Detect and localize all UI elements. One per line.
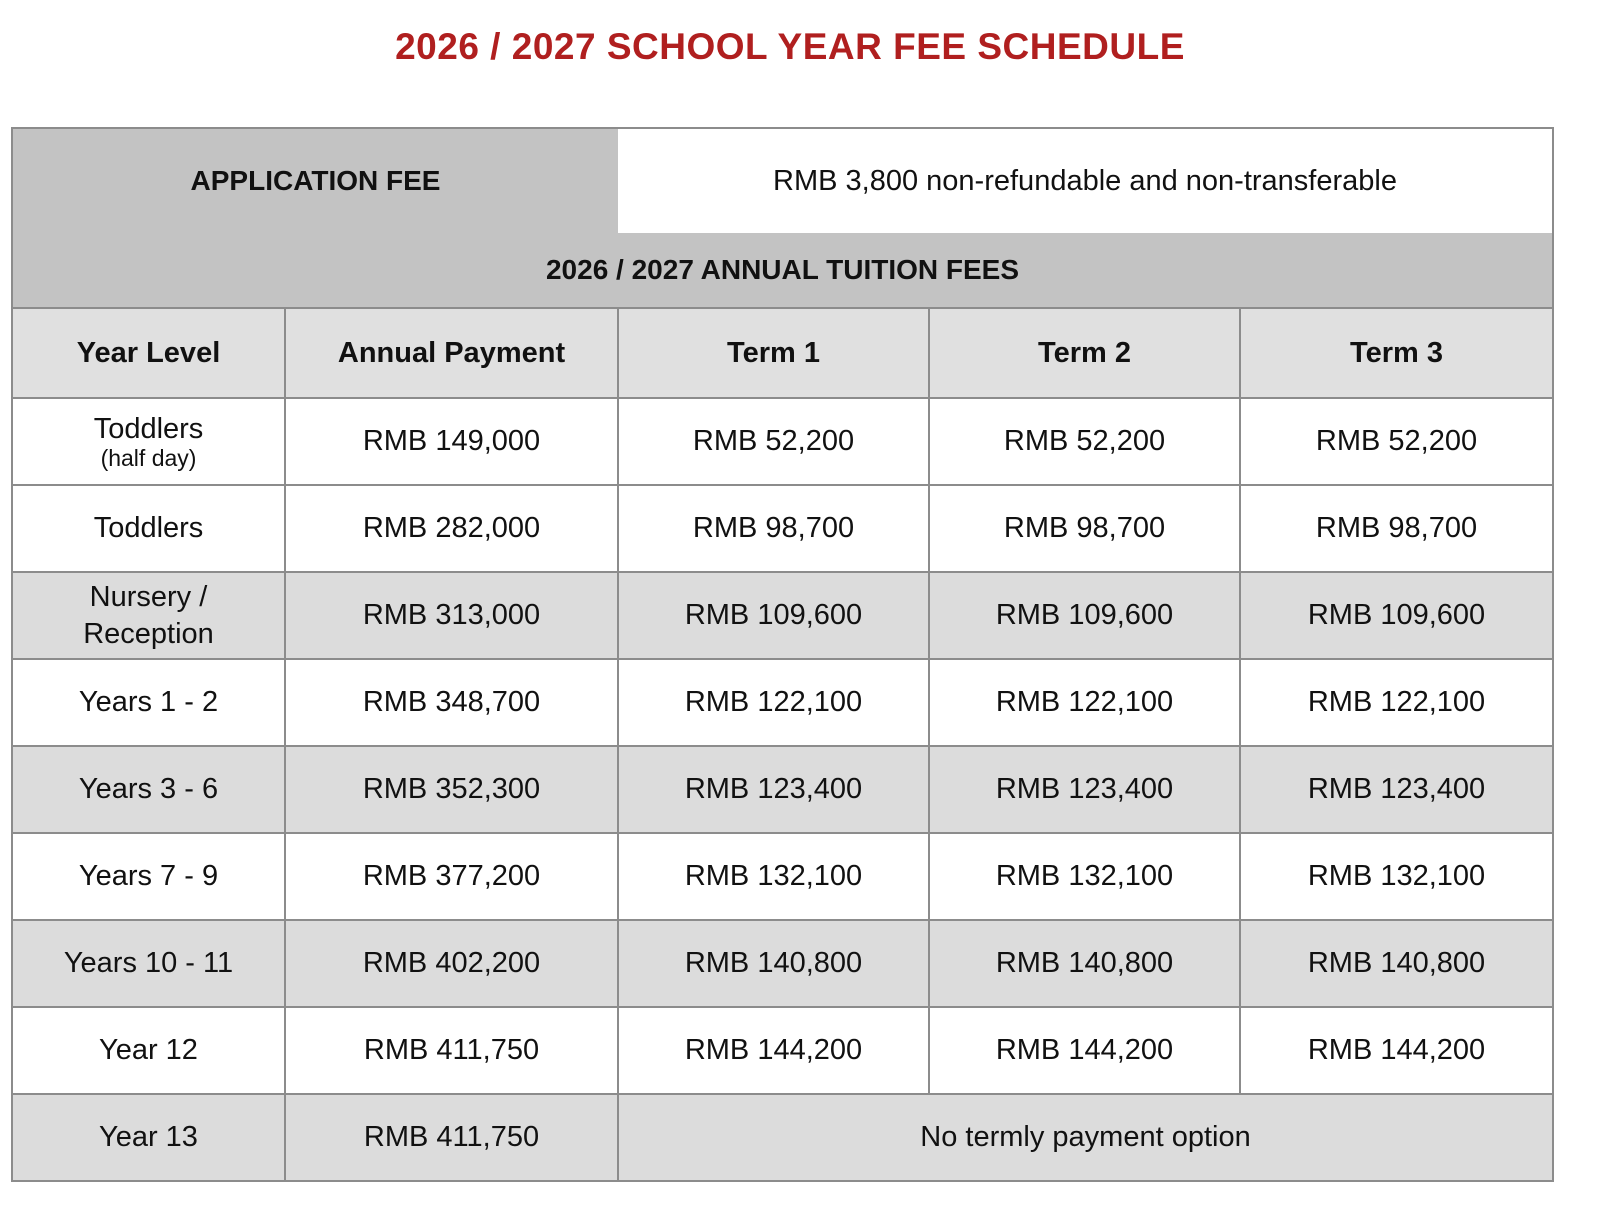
year-level-cell: Years 1 - 2	[12, 659, 285, 746]
column-header-row	[12, 308, 1553, 398]
term-2-cell: RMB 98,700	[929, 485, 1240, 572]
table-row	[12, 485, 1553, 572]
term-2-cell: RMB 109,600	[929, 572, 1240, 659]
table-row	[12, 920, 1553, 1007]
year-level-cell: Years 10 - 11	[12, 920, 285, 1007]
term-2-cell: RMB 144,200	[929, 1007, 1240, 1094]
term-1-cell: RMB 140,800	[618, 920, 929, 1007]
application-fee-value: RMB 3,800 non-refundable and non-transferable	[618, 128, 1553, 233]
column-header-term-1: Term 1	[618, 308, 929, 398]
annual-payment-cell: RMB 411,750	[285, 1094, 618, 1181]
term-2-cell: RMB 123,400	[929, 746, 1240, 833]
term-1-cell: RMB 144,200	[618, 1007, 929, 1094]
term-2-cell: RMB 140,800	[929, 920, 1240, 1007]
term-2-cell: RMB 122,100	[929, 659, 1240, 746]
annual-payment-cell: RMB 411,750	[285, 1007, 618, 1094]
term-3-cell: RMB 122,100	[1240, 659, 1553, 746]
year-level-note: (half day)	[100, 444, 197, 471]
column-header-year-level: Year Level	[12, 308, 285, 398]
term-1-cell: RMB 123,400	[618, 746, 929, 833]
term-3-cell: RMB 52,200	[1240, 398, 1553, 485]
table-row	[12, 1094, 1553, 1181]
term-1-cell: RMB 52,200	[618, 398, 929, 485]
application-fee-row	[12, 128, 1553, 233]
annual-payment-cell: RMB 348,700	[285, 659, 618, 746]
term-1-cell: RMB 98,700	[618, 485, 929, 572]
fee-schedule-table	[11, 127, 1554, 1182]
table-row	[12, 659, 1553, 746]
annual-payment-cell: RMB 313,000	[285, 572, 618, 659]
year-level-cell: Years 7 - 9	[12, 833, 285, 920]
term-3-cell: RMB 109,600	[1240, 572, 1553, 659]
annual-payment-cell: RMB 149,000	[285, 398, 618, 485]
column-header-annual-payment: Annual Payment	[285, 308, 618, 398]
annual-payment-cell: RMB 282,000	[285, 485, 618, 572]
annual-payment-cell: RMB 352,300	[285, 746, 618, 833]
column-header-term-3: Term 3	[1240, 308, 1553, 398]
term-3-cell: RMB 132,100	[1240, 833, 1553, 920]
term-1-cell: RMB 122,100	[618, 659, 929, 746]
annual-payment-cell: RMB 377,200	[285, 833, 618, 920]
year-level-cell	[12, 398, 285, 485]
term-3-cell: RMB 144,200	[1240, 1007, 1553, 1094]
table-row	[12, 746, 1553, 833]
table-row	[12, 398, 1553, 485]
term-1-cell: RMB 132,100	[618, 833, 929, 920]
year-level-cell: Years 3 - 6	[12, 746, 285, 833]
page-title: 2026 / 2027 SCHOOL YEAR FEE SCHEDULE	[395, 26, 1185, 67]
table-row	[12, 572, 1553, 659]
no-termly-payment-note: No termly payment option	[618, 1094, 1553, 1181]
year-level-line-1: Nursery /	[89, 580, 208, 613]
term-2-cell: RMB 132,100	[929, 833, 1240, 920]
term-3-cell: RMB 123,400	[1240, 746, 1553, 833]
term-2-cell: RMB 52,200	[929, 398, 1240, 485]
year-level: Toddlers	[93, 412, 204, 445]
table-row	[12, 833, 1553, 920]
application-fee-label: APPLICATION FEE	[12, 128, 618, 233]
term-1-cell: RMB 109,600	[618, 572, 929, 659]
column-header-term-2: Term 2	[929, 308, 1240, 398]
year-level-cell	[12, 572, 285, 659]
table-row	[12, 1007, 1553, 1094]
tuition-section-title: 2026 / 2027 ANNUAL TUITION FEES	[12, 233, 1553, 308]
term-3-cell: RMB 140,800	[1240, 920, 1553, 1007]
year-level-cell: Year 13	[12, 1094, 285, 1181]
year-level-cell: Year 12	[12, 1007, 285, 1094]
term-3-cell: RMB 98,700	[1240, 485, 1553, 572]
annual-payment-cell: RMB 402,200	[285, 920, 618, 1007]
year-level-line-2: Reception	[83, 617, 214, 650]
tuition-section-header	[12, 233, 1553, 308]
year-level-cell: Toddlers	[12, 485, 285, 572]
